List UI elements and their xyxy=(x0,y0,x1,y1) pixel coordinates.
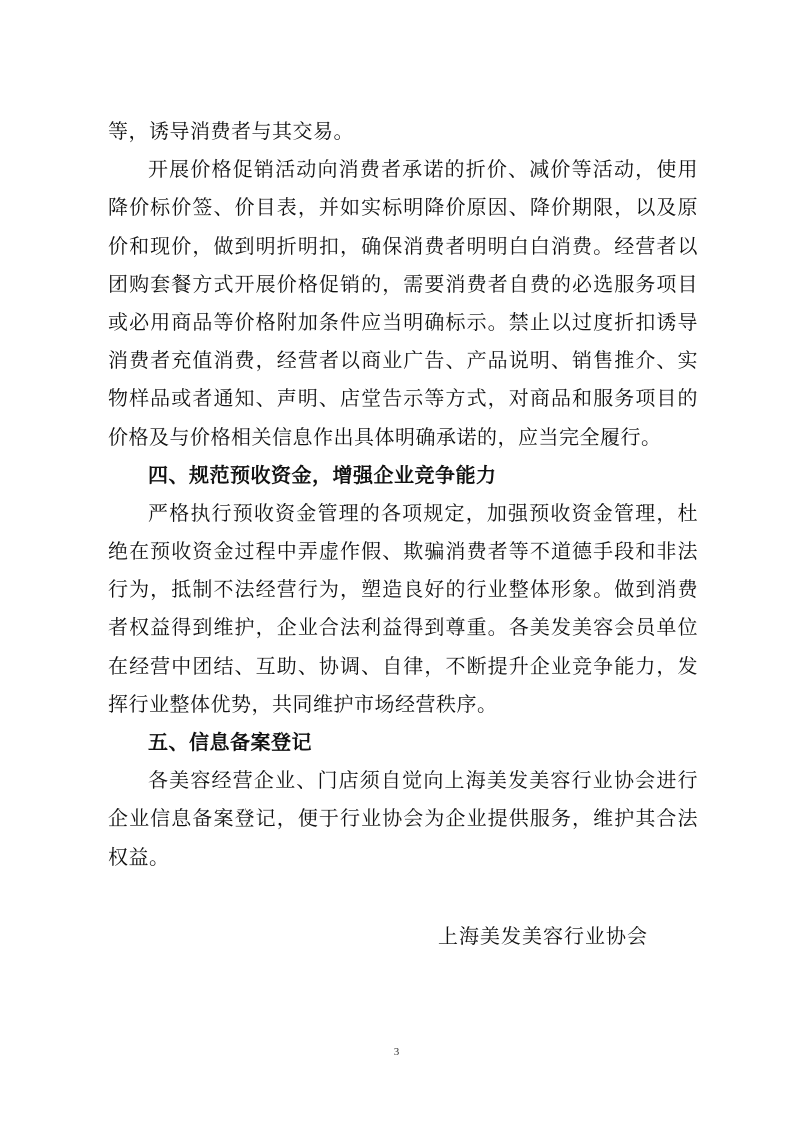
body-line: 消费者充值消费，经营者以商业广告、产品说明、销售推介、实 xyxy=(108,348,698,373)
page-number: 3 xyxy=(393,1046,400,1058)
body-line: 价格及与价格相关信息作出具体明确承诺的，应当完全履行。 xyxy=(108,424,662,449)
body-line: 绝在预收资金过程中弄虚作假、欺骗消费者等不道德手段和非法 xyxy=(108,539,698,564)
body-line: 或必用商品等价格附加条件应当明确标示。禁止以过度折扣诱导 xyxy=(108,309,698,334)
section-heading: 五、信息备案登记 xyxy=(148,730,312,754)
section-heading: 四、规范预收资金，增强企业竞争能力 xyxy=(148,462,497,487)
body-line: 者权益得到维护，企业合法利益得到尊重。各美发美容会员单位 xyxy=(108,615,698,640)
body-line: 在经营中团结、互助、协调、自律，不断提升企业竞争能力，发 xyxy=(108,653,698,678)
body-line: 行为，抵制不法经营行为，塑造良好的行业整体形象。做到消费 xyxy=(108,577,698,602)
signature-organization: 上海美发美容行业协会 xyxy=(438,924,648,948)
document-body xyxy=(108,112,698,876)
body-line: 权益。 xyxy=(108,844,170,869)
body-line: 降价标价签、价目表，并如实标明降价原因、降价期限，以及原 xyxy=(108,195,698,220)
body-line: 企业信息备案登记，便于行业协会为企业提供服务，维护其合法 xyxy=(108,806,698,831)
body-line: 物样品或者通知、声明、店堂告示等方式，对商品和服务项目的 xyxy=(108,386,698,411)
body-line: 等，诱导消费者与其交易。 xyxy=(108,119,354,143)
body-line: 挥行业整体优势，共同维护市场经营秩序。 xyxy=(108,691,498,716)
paragraph-first-line: 开展价格促销活动向消费者承诺的折价、减价等活动，使用 xyxy=(148,157,698,182)
body-line: 团购套餐方式开展价格促销的，需要消费者自费的必选服务项目 xyxy=(108,271,698,296)
paragraph-first-line: 严格执行预收资金管理的各项规定，加强预收资金管理，杜 xyxy=(148,500,698,525)
paragraph-first-line: 各美容经营企业、门店须自觉向上海美发美容行业协会进行 xyxy=(148,768,698,793)
body-line: 价和现价，做到明折明扣，确保消费者明明白白消费。经营者以 xyxy=(108,233,698,258)
